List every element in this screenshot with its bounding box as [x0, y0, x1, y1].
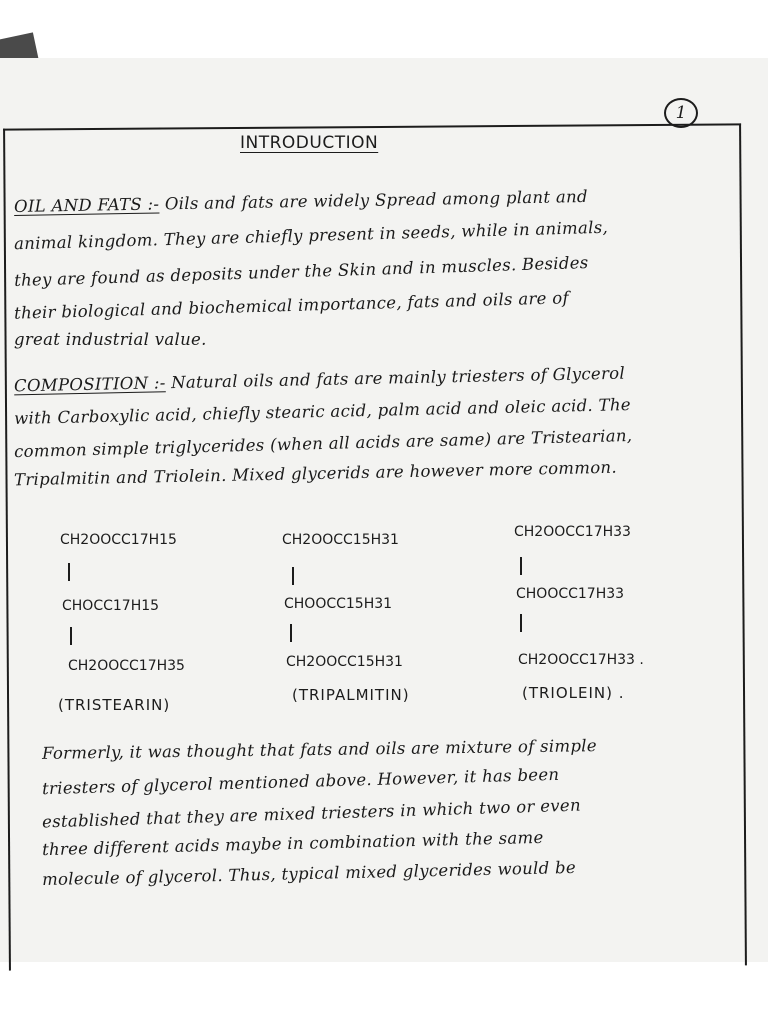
bond-line [290, 624, 292, 642]
tristearin-bottom: CH2OOCC17H35 [68, 658, 185, 674]
photo-background-bottom [0, 962, 768, 1024]
page-title: INTRODUCTION [240, 133, 379, 153]
oils-line-5: great industrial value. [14, 330, 207, 349]
photo-background-top [0, 0, 768, 62]
composition-text-1: Natural oils and fats are mainly triesters of Glycerol [170, 363, 626, 393]
tripalmitin-bottom: CH2OOCC15H31 [286, 654, 403, 670]
composition-line-4: Tripalmitin and Triolein. Mixed glycerids are however more common. [13, 457, 618, 490]
composition-label: COMPOSITION :- [13, 373, 166, 396]
composition-line-2: with Carboxylic acid, chiefly stearic acid, palm acid and oleic acid. The [13, 395, 632, 428]
oils-label: OIL AND FATS :- [13, 194, 160, 217]
bond-line [70, 627, 72, 645]
oils-line-3: they are found as deposits under the Skin and in muscles. Besides [13, 252, 589, 291]
triolein-middle: CHOOCC17H33 [516, 586, 625, 602]
closing-line-1: Formerly, it was thought that fats and oils are mixture of simple [41, 736, 598, 763]
triolein-name: (TRIOLEIN) . [522, 684, 625, 702]
bond-line [520, 614, 522, 632]
closing-line-5: molecule of glycerol. Thus, typical mixed glycerides would be [41, 857, 577, 890]
closing-line-2: triesters of glycerol mentioned above. However, it has been [41, 764, 560, 799]
oils-line-4: their biological and biochemical importance, fats and oils are of [13, 288, 570, 323]
bond-line [68, 563, 70, 581]
tripalmitin-top: CH2OOCC15H31 [282, 532, 399, 548]
page-number: 1 [664, 98, 698, 128]
oils-line-2: animal kingdom. They are chiefly present in seeds, while in animals, [13, 217, 609, 254]
tripalmitin-name: (TRIPALMITIN) [292, 686, 410, 704]
triolein-top: CH2OOCC17H33 [514, 524, 631, 540]
closing-line-3: established that they are mixed triesters in which two or even [41, 795, 582, 832]
tristearin-name: (TRISTEARIN) [58, 696, 171, 714]
bond-line [292, 567, 294, 585]
tristearin-top: CH2OOCC17H15 [60, 532, 177, 548]
triolein-bottom: CH2OOCC17H33 . [518, 652, 644, 668]
bond-line [520, 557, 522, 575]
tristearin-middle: CHOCC17H15 [62, 598, 160, 614]
tripalmitin-middle: CHOOCC15H31 [284, 596, 393, 612]
oils-text-1: Oils and fats are widely Spread among plant and [164, 186, 588, 214]
composition-line-3: common simple triglycerides (when all acids are same) are Tristearian, [13, 425, 633, 462]
closing-line-4: three different acids maybe in combination with the same [41, 827, 544, 860]
